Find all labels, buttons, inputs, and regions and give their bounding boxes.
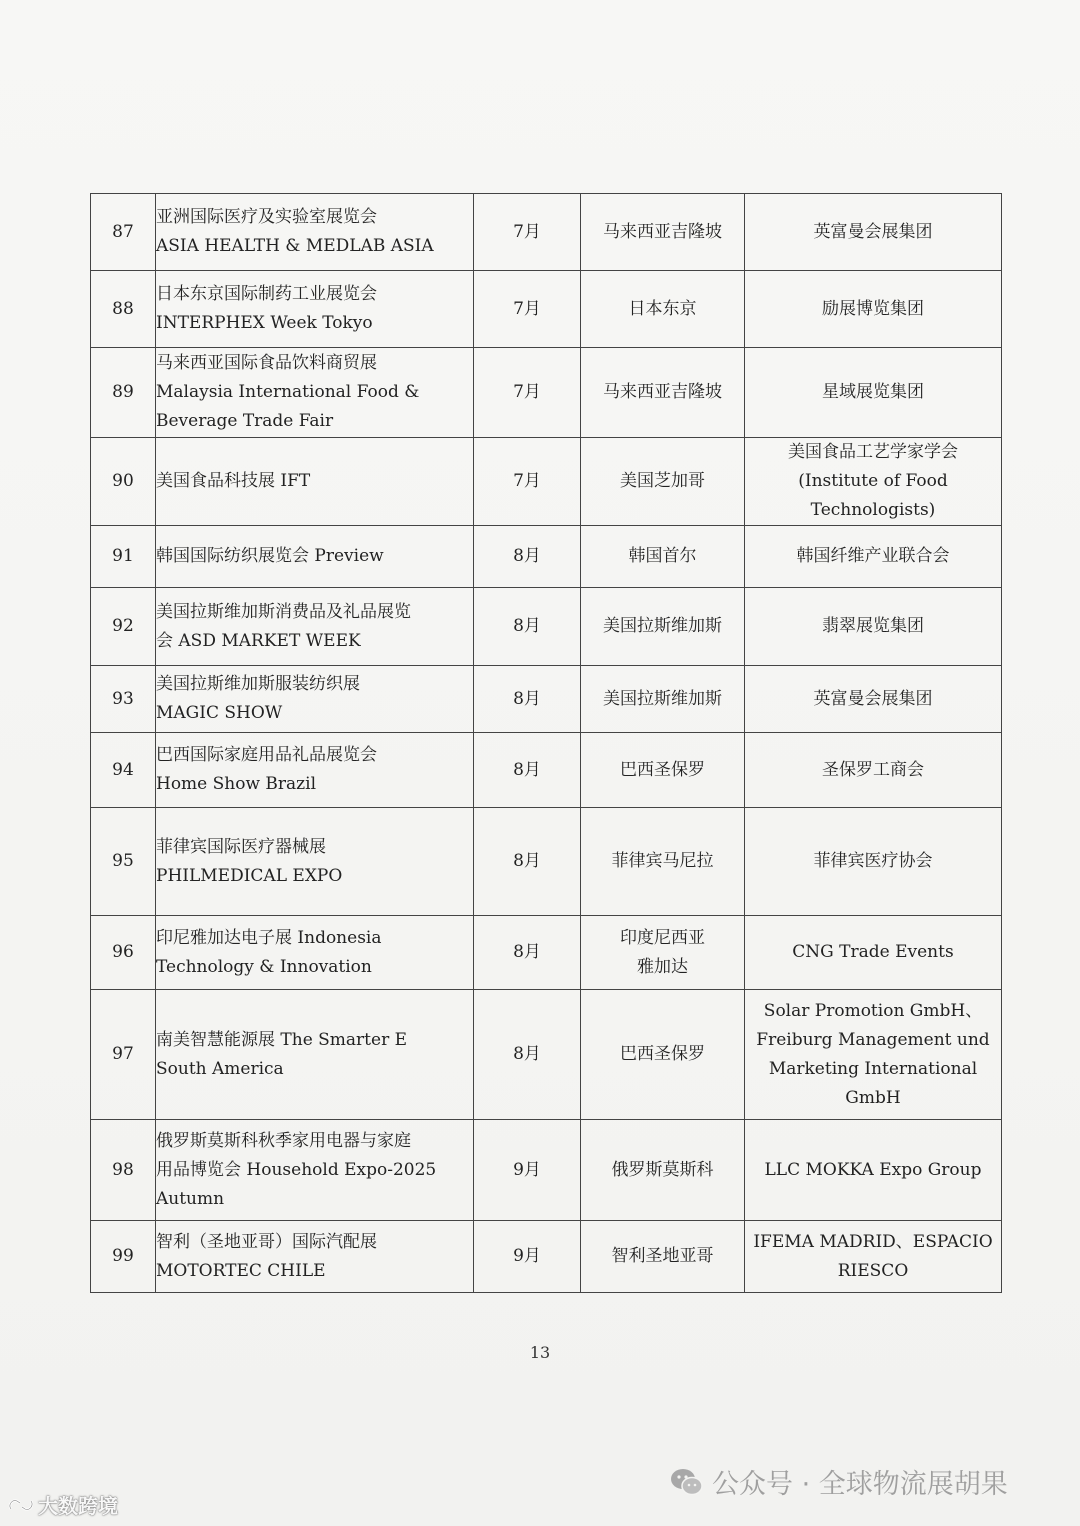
- exhibition-organizer-line: 圣保罗工商会: [822, 759, 924, 780]
- exhibition-city: [581, 1221, 745, 1293]
- exhibition-organizer-line: GmbH: [845, 1087, 901, 1108]
- row-number: 90: [91, 438, 156, 526]
- exhibition-month: 8月: [474, 990, 581, 1120]
- exhibition-organizer: [745, 438, 1002, 526]
- exhibition-organizer: [745, 526, 1002, 588]
- exhibition-name-line: Beverage Trade Fair: [156, 411, 334, 431]
- exhibition-name: [156, 526, 474, 588]
- exhibition-city-line: 菲律宾马尼拉: [611, 851, 714, 871]
- exhibition-city-line: 智利圣地亚哥: [611, 1246, 714, 1266]
- row-number: 94: [91, 733, 156, 808]
- exhibition-month: 8月: [474, 526, 581, 588]
- watermark-right: [670, 1462, 1008, 1501]
- exhibition-city-line: 印度尼西亚: [620, 927, 705, 948]
- exhibition-city: [581, 990, 745, 1120]
- table-row: [91, 438, 1002, 526]
- exhibition-name-line: Home Show Brazil: [156, 774, 317, 794]
- table-row: [91, 666, 1002, 733]
- watermark-left-text: 大数跨境: [38, 1494, 118, 1518]
- exhibition-city: [581, 271, 745, 348]
- exhibition-city: [581, 808, 745, 916]
- exhibition-month: 8月: [474, 588, 581, 666]
- exhibition-table: [90, 193, 1002, 1293]
- exhibition-organizer-line: Solar Promotion GmbH、: [763, 1000, 983, 1021]
- exhibition-organizer-line: IFEMA MADRID、ESPACIO: [753, 1231, 993, 1252]
- exhibition-city-line: 俄罗斯莫斯科: [611, 1159, 714, 1180]
- exhibition-organizer-line: CNG Trade Events: [792, 942, 954, 962]
- exhibition-organizer-line: LLC MOKKA Expo Group: [764, 1159, 982, 1180]
- exhibition-month: 7月: [474, 271, 581, 348]
- exhibition-city-line: 马来西亚吉隆坡: [603, 221, 722, 242]
- table-row: [91, 271, 1002, 348]
- exhibition-month: 7月: [474, 194, 581, 271]
- exhibition-name-line: 会 ASD MARKET WEEK: [156, 630, 361, 651]
- table-row: [91, 588, 1002, 666]
- exhibition-name: [156, 1120, 474, 1221]
- exhibition-name-line: INTERPHEX Week Tokyo: [156, 313, 373, 333]
- table-row: [91, 194, 1002, 271]
- exhibition-name: [156, 271, 474, 348]
- table-row: [91, 733, 1002, 808]
- exhibition-month: 7月: [474, 348, 581, 438]
- exhibition-name-line: 日本东京国际制药工业展览会: [156, 284, 377, 304]
- exhibition-organizer-line: RIESCO: [837, 1260, 909, 1281]
- exhibition-name-line: 巴西国际家庭用品礼品展览会: [156, 745, 377, 765]
- exhibition-city-line: 美国拉斯维加斯: [603, 616, 722, 636]
- exhibition-month: 8月: [474, 916, 581, 990]
- exhibition-month: 8月: [474, 666, 581, 733]
- exhibition-name-line: Technology & Innovation: [156, 956, 372, 977]
- exhibition-organizer-line: 励展博览集团: [822, 298, 924, 319]
- wechat-icon: [670, 1467, 704, 1497]
- exhibition-organizer: [745, 666, 1002, 733]
- exhibition-organizer: [745, 1120, 1002, 1221]
- exhibition-organizer: [745, 588, 1002, 666]
- exhibition-city: [581, 438, 745, 526]
- exhibition-city-line: 巴西圣保罗: [620, 1044, 705, 1064]
- exhibition-name-line: 菲律宾国际医疗器械展: [156, 836, 326, 857]
- exhibition-organizer-line: Technologists): [810, 500, 936, 520]
- exhibition-organizer: [745, 916, 1002, 990]
- exhibition-name: [156, 808, 474, 916]
- exhibition-city: [581, 194, 745, 271]
- exhibition-name-line: ASIA HEALTH & MEDLAB ASIA: [156, 236, 434, 256]
- table-row: [91, 808, 1002, 916]
- exhibition-organizer: [745, 271, 1002, 348]
- exhibition-name-line: 南美智慧能源展 The Smarter E: [156, 1029, 408, 1050]
- exhibition-organizer-line: 翡翠展览集团: [822, 616, 924, 636]
- exhibition-organizer: [745, 733, 1002, 808]
- table-row: [91, 348, 1002, 438]
- row-number: 89: [91, 348, 156, 438]
- exhibition-organizer: [745, 348, 1002, 438]
- table-row: [91, 916, 1002, 990]
- exhibition-organizer: [745, 990, 1002, 1120]
- exhibition-month: 9月: [474, 1221, 581, 1293]
- exhibition-name: [156, 588, 474, 666]
- exhibition-name-line: 美国拉斯维加斯服装纺织展: [156, 674, 360, 694]
- exhibition-name: [156, 348, 474, 438]
- exhibition-organizer-line: 英富曼会展集团: [813, 221, 933, 242]
- exhibition-month: 7月: [474, 438, 581, 526]
- row-number: 93: [91, 666, 156, 733]
- exhibition-month: 8月: [474, 808, 581, 916]
- exhibition-name-line: PHILMEDICAL EXPO: [156, 865, 343, 886]
- watermark-left: [8, 1490, 118, 1519]
- exhibition-organizer: [745, 1221, 1002, 1293]
- exhibition-city: [581, 1120, 745, 1221]
- watermark-right-text: 公众号 · 全球物流展胡果: [712, 1469, 1008, 1500]
- exhibition-city: [581, 666, 745, 733]
- row-number: 97: [91, 990, 156, 1120]
- exhibition-name: [156, 194, 474, 271]
- row-number: 96: [91, 916, 156, 990]
- exhibition-name-line: 马来西亚国际食品饮料商贸展: [156, 353, 377, 373]
- page-number: 13: [529, 1343, 551, 1362]
- exhibition-name-line: MAGIC SHOW: [156, 703, 283, 723]
- row-number: 95: [91, 808, 156, 916]
- exhibition-name-line: 智利（圣地亚哥）国际汽配展: [156, 1231, 377, 1252]
- exhibition-name: [156, 916, 474, 990]
- row-number: 92: [91, 588, 156, 666]
- row-number: 98: [91, 1120, 156, 1221]
- exhibition-city-line: 韩国首尔: [628, 546, 697, 566]
- table-row: [91, 990, 1002, 1120]
- exhibition-organizer-line: (Institute of Food: [798, 471, 948, 491]
- link-chain-icon: [8, 1495, 34, 1515]
- exhibition-name-line: 俄罗斯莫斯科秋季家用电器与家庭: [156, 1130, 411, 1151]
- exhibition-name-line: 韩国国际纺织展览会 Preview: [156, 546, 384, 566]
- exhibition-name-line: Autumn: [156, 1188, 225, 1209]
- row-number: 99: [91, 1221, 156, 1293]
- exhibition-name-line: Malaysia International Food &: [156, 382, 420, 402]
- table-row: [91, 1221, 1002, 1293]
- exhibition-name: [156, 1221, 474, 1293]
- table-row: [91, 526, 1002, 588]
- exhibition-organizer-line: 英富曼会展集团: [813, 688, 933, 709]
- table-body: [91, 194, 1002, 1293]
- exhibition-city: [581, 733, 745, 808]
- exhibition-city-line: 美国芝加哥: [620, 471, 705, 491]
- exhibition-organizer-line: 韩国纤维产业联合会: [796, 546, 950, 566]
- exhibition-city: [581, 348, 745, 438]
- exhibition-name: [156, 990, 474, 1120]
- exhibition-name-line: 亚洲国际医疗及实验室展览会: [156, 207, 377, 227]
- exhibition-organizer-line: 美国食品工艺学家学会: [788, 442, 958, 462]
- table-row: [91, 1120, 1002, 1221]
- exhibition-organizer-line: Freiburg Management und: [756, 1029, 990, 1050]
- exhibition-city: [581, 588, 745, 666]
- exhibition-name-line: MOTORTEC CHILE: [156, 1260, 326, 1281]
- exhibition-month: 9月: [474, 1120, 581, 1221]
- exhibition-city-line: 日本东京: [628, 298, 697, 319]
- exhibition-city: [581, 916, 745, 990]
- exhibition-city-line: 美国拉斯维加斯: [603, 688, 722, 709]
- exhibition-name: [156, 733, 474, 808]
- exhibition-city-line: 雅加达: [637, 956, 688, 977]
- exhibition-organizer-line: Marketing International: [768, 1058, 978, 1079]
- row-number: 91: [91, 526, 156, 588]
- exhibition-month: 8月: [474, 733, 581, 808]
- exhibition-name-line: South America: [156, 1058, 284, 1079]
- exhibition-name-line: 美国食品科技展 IFT: [156, 471, 311, 491]
- exhibition-name: [156, 438, 474, 526]
- exhibition-organizer-line: 菲律宾医疗协会: [813, 851, 933, 871]
- exhibition-city-line: 巴西圣保罗: [620, 759, 705, 780]
- exhibition-name: [156, 666, 474, 733]
- exhibition-name-line: 印尼雅加达电子展 Indonesia: [156, 927, 382, 948]
- row-number: 87: [91, 194, 156, 271]
- row-number: 88: [91, 271, 156, 348]
- exhibition-organizer: [745, 808, 1002, 916]
- exhibition-name-line: 用品博览会 Household Expo-2025: [156, 1159, 437, 1180]
- exhibition-city: [581, 526, 745, 588]
- exhibition-city-line: 马来西亚吉隆坡: [603, 382, 722, 402]
- exhibition-organizer: [745, 194, 1002, 271]
- exhibition-name-line: 美国拉斯维加斯消费品及礼品展览: [156, 601, 411, 622]
- exhibition-organizer-line: 星域展览集团: [822, 382, 924, 402]
